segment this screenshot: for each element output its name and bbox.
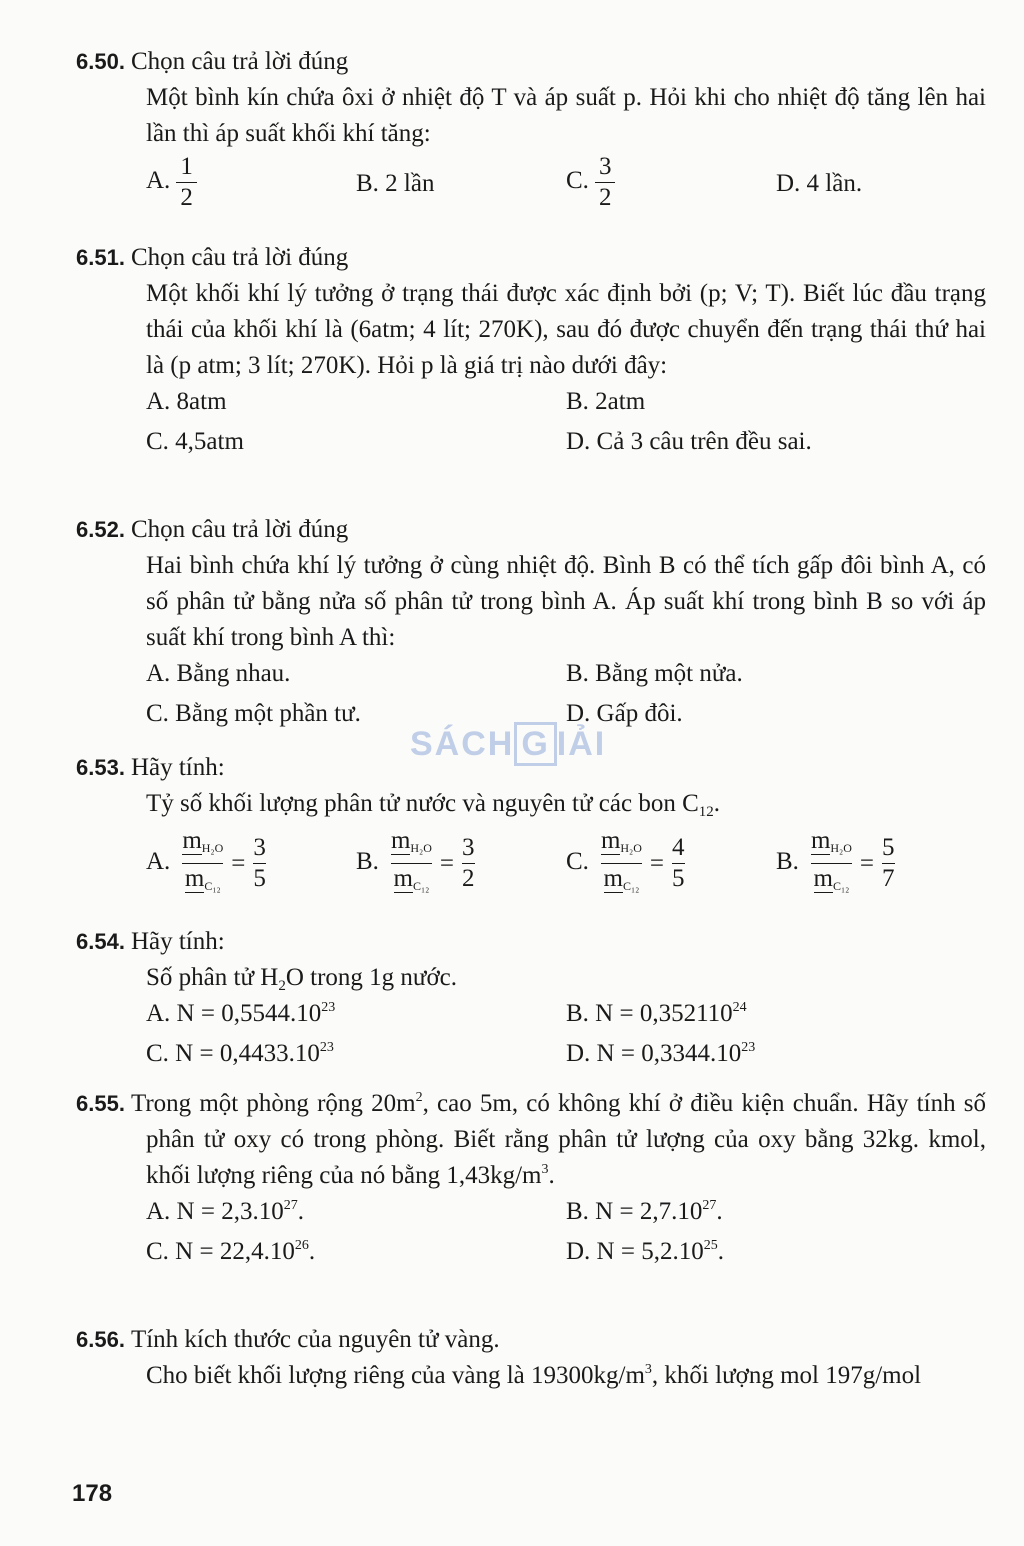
option-c: C. Bằng một phần tư. xyxy=(146,700,361,727)
question-number: 6.50. xyxy=(76,49,125,74)
question-6-56 xyxy=(76,1322,986,1394)
question-title: Hãy tính: xyxy=(130,754,225,781)
question-6-51 xyxy=(76,240,986,464)
option-b: B. 2atm xyxy=(566,388,646,415)
answer-options xyxy=(146,152,986,216)
option-d: D. Cả 3 câu trên đều sai. xyxy=(566,428,812,455)
answer-options xyxy=(146,1036,986,1076)
option-a: A. $N = 2,3.10^{27}$. xyxy=(146,1198,304,1225)
question-text: Cho biết khối lượng riêng của vàng là $19300kg/m^3$, khối lượng mol 197g/mol xyxy=(146,1362,922,1389)
question-number: 6.52. xyxy=(76,517,125,542)
option-c: C. $\frac{3}{2}$ xyxy=(566,152,615,213)
question-title: Hãy tính: xyxy=(130,928,225,955)
option-a: A. mH₂O mC₁₂ = 3 5 xyxy=(146,827,266,893)
answer-options xyxy=(146,1234,986,1274)
answer-options xyxy=(146,996,986,1036)
question-title: Tính kích thước của nguyên tử vàng. xyxy=(130,1326,500,1353)
question-number: 6.53. xyxy=(76,755,125,780)
question-text: Một bình kín chứa ôxi ở nhiệt độ T và áp suất p. Hỏi khi cho nhiệt độ tăng lên hai lần thì áp suất khối khí tăng: xyxy=(146,84,986,147)
question-number: 6.51. xyxy=(76,245,125,270)
option-c: C. $N = 22,4.10^{26}$. xyxy=(146,1238,316,1265)
option-a: A. $N = 0,5544.10^{23}$ xyxy=(146,1000,336,1027)
question-text: Tỷ số khối lượng phân tử nước và nguyên tử các bon $C_{12}$. xyxy=(146,790,721,820)
option-c: C. $N = 0,4433.10^{23}$ xyxy=(146,1040,334,1067)
option-b: B. 2 lần xyxy=(356,170,435,197)
question-text: 6.55. Trong một phòng rộng $20m^2$, cao 5m, có không khí ở điều kiện chuẩn. Hãy tính số phân tử oxy có trong phòng. Biết rằng phân tử lượng của oxy bằng 32kg. kmol, khối lượng riêng của nó bằng $1,43kg/m^3$. xyxy=(76,1090,986,1189)
question-title: Chọn câu trả lời đúng xyxy=(130,244,349,271)
option-d: D. $N = 0,3344.10^{23}$ xyxy=(566,1040,756,1067)
answer-options xyxy=(146,384,986,424)
question-6-54 xyxy=(76,924,986,1076)
question-6-53 xyxy=(76,750,986,904)
option-b: B. $N = 2,7.10^{27}$. xyxy=(566,1198,723,1225)
question-text: Số phân tử $H_2O$ trong 1g nước. xyxy=(146,964,458,994)
question-6-52 xyxy=(76,512,986,736)
answer-options xyxy=(146,1194,986,1234)
question-6-55 xyxy=(76,1086,986,1274)
answer-options xyxy=(146,656,986,696)
option-d: D. 4 lần. xyxy=(776,170,863,197)
question-6-50 xyxy=(76,44,986,216)
page-number: 178 xyxy=(72,1480,113,1507)
option-c: C. 4,5atm xyxy=(146,428,244,455)
question-title: Chọn câu trả lời đúng xyxy=(130,516,349,543)
option-d: D. $N = 5,2.10^{25}$. xyxy=(566,1238,724,1265)
option-a: A. 8atm xyxy=(146,388,227,415)
answer-options xyxy=(146,424,986,464)
answer-options xyxy=(146,826,986,904)
question-number: 6.54. xyxy=(76,929,125,954)
option-b: B. Bằng một nửa. xyxy=(566,660,743,687)
option-d: D. Gấp đôi. xyxy=(566,700,683,727)
option-d: B. mH₂O mC₁₂ = 5 7 xyxy=(776,827,895,893)
option-b: B. mH₂O mC₁₂ = 3 2 xyxy=(356,827,475,893)
question-text: Một khối khí lý tưởng ở trạng thái được xác định bởi (p; V; T). Biết lúc đầu trạng thái của khối khí là (6atm; 4 lít; 270K), sau đó được chuyển đến trạng thái thứ hai là (p atm; 3 lít; 270K). Hỏi p là giá trị nào dưới đây: xyxy=(146,280,986,379)
question-number: 6.55. xyxy=(76,1091,125,1116)
question-title: Chọn câu trả lời đúng xyxy=(130,48,349,75)
option-b: B. $N = 0,352110^{24}$ xyxy=(566,1000,747,1027)
option-c: C. mH₂O mC₁₂ = 4 5 xyxy=(566,827,685,893)
option-a: A. Bằng nhau. xyxy=(146,660,291,687)
option-a: A. $\frac{1}{2}$ xyxy=(146,152,197,213)
question-number: 6.56. xyxy=(76,1327,125,1352)
question-text: Hai bình chứa khí lý tưởng ở cùng nhiệt độ. Bình B có thể tích gấp đôi bình A, có số phân tử bằng nửa số phân tử trong bình A. Áp suất khí trong bình B so với áp suất khí trong bình A thì: xyxy=(146,552,986,651)
watermark-logo: SÁCH G IẢI xyxy=(410,726,606,762)
